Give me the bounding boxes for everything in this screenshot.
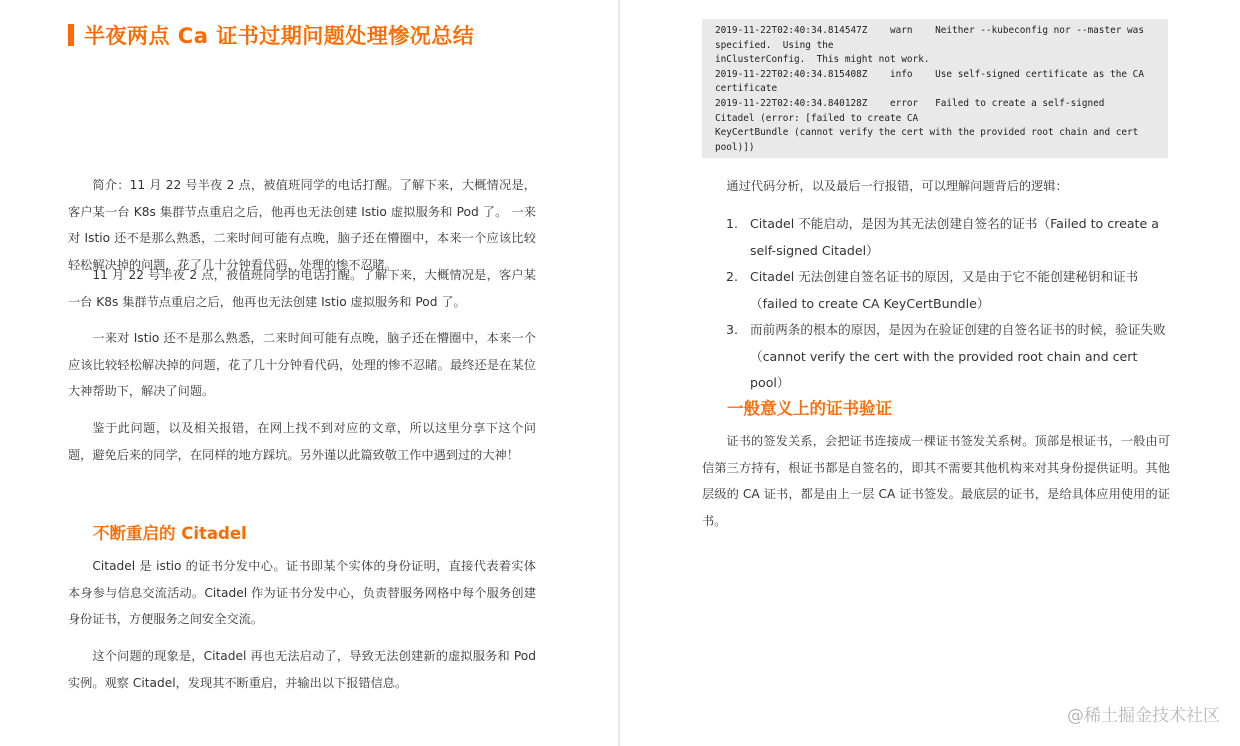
body-paragraph: 11 月 22 号半夜 2 点，被值班同学的电话打醒。了解下来，大概情况是，客户某一台 K8s 集群节点重启之后，他再也无法创建 Istio 虚拟服务和 Pod 了。 [68,268,536,309]
list-item [726,317,1172,397]
body-paragraph: Citadel 是 istio 的证书分发中心。证书即某个实体的身份证明，直接代表着实体本身参与信息交流活动。Citadel 作为证书分发中心，负责替服务网格中每个服务创建身份证书，方便服务之间安全交流。 [68,559,536,626]
list-text: Citadel 不能启动，是因为其无法创建自签名的证书（Failed to create a self-signed Citadel） [750,216,1159,258]
title-accent-bar [68,24,74,46]
body-paragraph: 这个问题的现象是，Citadel 再也无法启动了，导致无法创建新的虚拟服务和 Pod 实例。观察 Citadel，发现其不断重启，并输出以下报错信息。 [68,649,536,690]
list-text: 而前两条的根本的原因，是因为在验证创建的自签名证书的时候，验证失败（cannot verify the cert with the provided root chain and cert pool） [750,322,1166,390]
analysis-list [726,211,1172,397]
list-text: Citadel 无法创建自签名证书的原因，又是由于它不能创建秘钥和证书（failed to create CA KeyCertBundle） [750,269,1139,311]
body-paragraph: 一来对 Istio 还不是那么熟悉，二来时间可能有点晚，脑子还在懵圈中，本来一个应该比较轻松解决掉的问题，花了几十分钟看代码，处理的惨不忍睹。最终还是在某位大神帮助下，解决了问题。 [68,331,536,398]
article-title: 半夜两点 Ca 证书过期问题处理惨况总结 [84,24,475,48]
code-block [702,19,1168,158]
list-number: 3. [726,322,739,337]
code-line: 2019-11-22T02:40:34.840128Z error Failed to create a self-signed [715,97,1105,109]
code-line: inClusterConfig. This might not work. [715,54,930,66]
list-number: 2. [726,269,739,284]
section-heading-citadel: 不断重启的 Citadel [93,524,247,543]
body-paragraph: 鉴于此问题，以及相关报错，在网上找不到对应的文章，所以这里分享下这个问题，避免后来的同学，在同样的地方踩坑。另外谨以此篇致敬工作中遇到过的大神！ [68,421,536,462]
code-line: specified. Using the [715,39,834,51]
list-item [726,264,1172,317]
analysis-intro: 通过代码分析，以及最后一行报错，可以理解问题背后的逻辑： [726,179,1068,193]
juejin-watermark: @稀土掘金技术社区 [1067,706,1220,726]
code-line: KeyCertBundle (cannot verify the cert with the provided root chain and cert [715,127,1139,139]
code-line: Citadel (error: [failed to create CA [715,112,919,124]
list-number: 1. [726,216,739,231]
code-line: pool)]) [715,141,755,153]
list-item [726,211,1172,264]
code-line: certificate [715,83,778,95]
section-heading-cert-verification: 一般意义上的证书验证 [727,399,892,418]
code-line: 2019-11-22T02:40:34.814547Z warn Neither --kubeconfig nor --master was [715,25,1144,36]
code-line: 2019-11-22T02:40:34.815408Z info Use self-signed certificate as the CA [715,68,1144,80]
body-paragraph: 证书的签发关系，会把证书连接成一棵证书签发关系树。顶部是根证书，一般由可信第三方持有，根证书都是自签名的，即其不需要其他机构来对其身份提供证明。其他层级的 CA 证书，都是由上一层 CA 证书签发。最底层的证书，是给具体应用使用的证书。 [702,434,1170,528]
intro-paragraph: 简介：11 月 22 号半夜 2 点，被值班同学的电话打醒。了解下来，大概情况是，客户某一台 K8s 集群节点重启之后，他再也无法创建 Istio 虚拟服务和 Pod 了。 一来对 Istio 还不是那么熟悉，二来时间可能有点晚，脑子还在懵圈中，本来一个应该比较轻松解决掉的问题，花了几十分钟看代码，处理的惨不忍睹。 [68,178,536,272]
